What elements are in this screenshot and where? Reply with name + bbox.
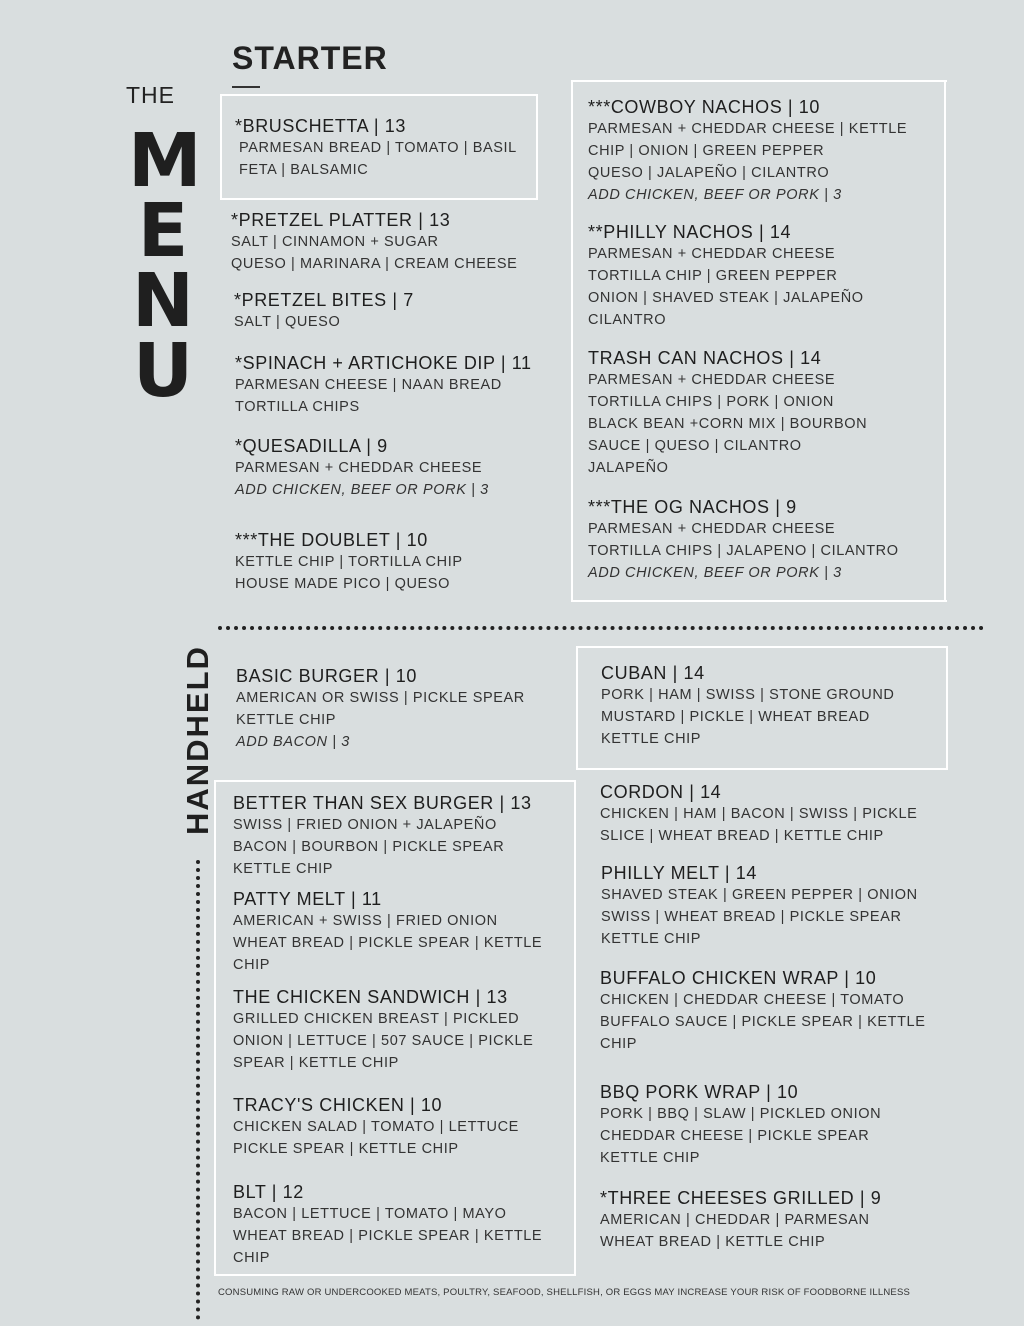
item-desc: WHEAT BREAD | PICKLE SPEAR | KETTLE bbox=[233, 935, 543, 951]
item-desc: CHIP bbox=[233, 957, 271, 973]
item-note: ADD CHICKEN, BEEF OR PORK | 3 bbox=[588, 187, 842, 203]
item-desc: SALT | QUESO bbox=[234, 314, 341, 330]
item-note: ADD CHICKEN, BEEF OR PORK | 3 bbox=[235, 482, 489, 498]
item-title: BETTER THAN SEX BURGER | 13 bbox=[233, 793, 532, 813]
item-desc: WHEAT BREAD | KETTLE CHIP bbox=[600, 1234, 826, 1250]
item-desc: AMERICAN | CHEDDAR | PARMESAN bbox=[600, 1212, 870, 1228]
item-desc: SLICE | WHEAT BREAD | KETTLE CHIP bbox=[600, 828, 884, 844]
menu-item bbox=[588, 221, 864, 331]
item-desc: GRILLED CHICKEN BREAST | PICKLED bbox=[233, 1011, 520, 1027]
item-desc: PARMESAN CHEESE | NAAN BREAD bbox=[235, 377, 502, 393]
item-desc: FETA | BALSAMIC bbox=[239, 162, 369, 178]
item-title: ***THE DOUBLET | 10 bbox=[235, 530, 428, 550]
item-desc: PARMESAN + CHEDDAR CHEESE bbox=[588, 246, 836, 262]
menu-letter-n: N bbox=[132, 258, 194, 344]
item-desc: ONION | LETTUCE | 507 SAUCE | PICKLE bbox=[233, 1033, 534, 1049]
menu-item bbox=[588, 347, 867, 479]
menu-item bbox=[235, 435, 489, 501]
item-desc: PARMESAN + CHEDDAR CHEESE bbox=[235, 460, 483, 476]
item-desc: CHICKEN | HAM | BACON | SWISS | PICKLE bbox=[600, 806, 918, 822]
item-note: ADD BACON | 3 bbox=[236, 734, 350, 750]
menu-item bbox=[600, 967, 925, 1055]
item-desc: WHEAT BREAD | PICKLE SPEAR | KETTLE bbox=[233, 1228, 543, 1244]
menu-item bbox=[235, 352, 532, 418]
item-title: BUFFALO CHICKEN WRAP | 10 bbox=[600, 968, 877, 988]
menu-item bbox=[588, 96, 907, 206]
item-title: PHILLY MELT | 14 bbox=[601, 863, 758, 883]
item-desc: CILANTRO bbox=[588, 312, 667, 328]
menu-item bbox=[236, 665, 525, 753]
item-desc: KETTLE CHIP bbox=[600, 1150, 701, 1166]
menu-title-the: THE bbox=[126, 82, 175, 108]
item-desc: KETTLE CHIP | TORTILLA CHIP bbox=[235, 554, 463, 570]
item-desc: BUFFALO SAUCE | PICKLE SPEAR | KETTLE bbox=[600, 1014, 926, 1030]
item-desc: CHIP | ONION | GREEN PEPPER bbox=[588, 143, 825, 159]
menu-item bbox=[601, 862, 918, 950]
menu-item bbox=[601, 662, 894, 750]
item-title: *QUESADILLA | 9 bbox=[235, 436, 388, 456]
menu-item bbox=[600, 1081, 881, 1169]
item-desc: MUSTARD | PICKLE | WHEAT BREAD bbox=[601, 709, 870, 725]
item-desc: PARMESAN + CHEDDAR CHEESE bbox=[588, 372, 836, 388]
nachos-frame-right bbox=[944, 80, 946, 602]
item-desc: TORTILLA CHIP | GREEN PEPPER bbox=[588, 268, 838, 284]
item-desc: SWISS | FRIED ONION + JALAPEÑO bbox=[233, 817, 497, 833]
item-title: *PRETZEL PLATTER | 13 bbox=[231, 210, 451, 230]
item-title: PATTY MELT | 11 bbox=[233, 889, 382, 909]
item-desc: KETTLE CHIP bbox=[601, 931, 702, 947]
item-title: *PRETZEL BITES | 7 bbox=[234, 290, 414, 310]
section-title-starter: STARTER bbox=[232, 40, 388, 76]
menu-item bbox=[588, 496, 899, 584]
handheld-divider bbox=[196, 860, 200, 1320]
menu-item bbox=[233, 1181, 542, 1269]
section-divider bbox=[218, 626, 984, 630]
item-desc: ONION | SHAVED STEAK | JALAPEÑO bbox=[588, 290, 864, 306]
menu-item bbox=[233, 986, 533, 1074]
item-title: **PHILLY NACHOS | 14 bbox=[588, 222, 792, 242]
item-desc: SWISS | WHEAT BREAD | PICKLE SPEAR bbox=[601, 909, 902, 925]
item-title: BASIC BURGER | 10 bbox=[236, 666, 417, 686]
menu-item bbox=[233, 888, 542, 976]
item-desc: QUESO | JALAPEÑO | CILANTRO bbox=[588, 165, 830, 181]
item-desc: KETTLE CHIP bbox=[236, 712, 337, 728]
item-title: *BRUSCHETTA | 13 bbox=[235, 116, 406, 136]
item-desc: CHICKEN | CHEDDAR CHEESE | TOMATO bbox=[600, 992, 905, 1008]
item-desc: AMERICAN OR SWISS | PICKLE SPEAR bbox=[236, 690, 525, 706]
item-desc: TORTILLA CHIPS | JALAPENO | CILANTRO bbox=[588, 543, 899, 559]
menu-item bbox=[233, 1094, 519, 1160]
menu-item bbox=[235, 115, 517, 181]
item-desc: PARMESAN + CHEDDAR CHEESE bbox=[588, 521, 836, 537]
item-title: BLT | 12 bbox=[233, 1182, 304, 1202]
item-desc: BLACK BEAN +CORN MIX | BOURBON bbox=[588, 416, 868, 432]
item-desc: PARMESAN BREAD | TOMATO | BASIL bbox=[239, 140, 517, 156]
menu-item bbox=[600, 781, 917, 847]
menu-item bbox=[235, 529, 463, 595]
item-desc: BACON | BOURBON | PICKLE SPEAR bbox=[233, 839, 505, 855]
item-desc: BACON | LETTUCE | TOMATO | MAYO bbox=[233, 1206, 507, 1222]
item-title: *SPINACH + ARTICHOKE DIP | 11 bbox=[235, 353, 532, 373]
item-title: ***COWBOY NACHOS | 10 bbox=[588, 97, 821, 117]
item-title: BBQ PORK WRAP | 10 bbox=[600, 1082, 799, 1102]
item-title: CORDON | 14 bbox=[600, 782, 722, 802]
item-title: TRACY'S CHICKEN | 10 bbox=[233, 1095, 443, 1115]
item-title: ***THE OG NACHOS | 9 bbox=[588, 497, 797, 517]
menu-letter-u: U bbox=[132, 328, 194, 414]
item-desc: CHIP bbox=[233, 1250, 271, 1266]
section-title-handheld: HANDHELD bbox=[180, 645, 215, 835]
item-desc: TORTILLA CHIPS bbox=[235, 399, 360, 415]
item-desc: PICKLE SPEAR | KETTLE CHIP bbox=[233, 1141, 459, 1157]
item-desc: SALT | CINNAMON + SUGAR bbox=[231, 234, 439, 250]
menu-letter-m: M bbox=[128, 118, 202, 204]
item-desc: KETTLE CHIP bbox=[601, 731, 702, 747]
item-desc: CHICKEN SALAD | TOMATO | LETTUCE bbox=[233, 1119, 519, 1135]
item-desc: CHEDDAR CHEESE | PICKLE SPEAR bbox=[600, 1128, 870, 1144]
item-desc: QUESO | MARINARA | CREAM CHEESE bbox=[231, 256, 518, 272]
item-desc: PORK | HAM | SWISS | STONE GROUND bbox=[601, 687, 895, 703]
item-desc: SPEAR | KETTLE CHIP bbox=[233, 1055, 399, 1071]
item-title: THE CHICKEN SANDWICH | 13 bbox=[233, 987, 508, 1007]
item-desc: JALAPEÑO bbox=[588, 460, 669, 476]
menu-letter-e: E bbox=[137, 188, 189, 274]
item-title: TRASH CAN NACHOS | 14 bbox=[588, 348, 822, 368]
starter-underline bbox=[232, 86, 260, 88]
item-note: ADD CHICKEN, BEEF OR PORK | 3 bbox=[588, 565, 842, 581]
menu-item bbox=[600, 1187, 881, 1253]
item-desc: PARMESAN + CHEDDAR CHEESE | KETTLE bbox=[588, 121, 908, 137]
menu-item bbox=[233, 792, 532, 880]
menu-item bbox=[231, 209, 517, 275]
foodborne-disclaimer: CONSUMING RAW OR UNDERCOOKED MEATS, POULTRY, SEAFOOD, SHELLFISH, OR EGGS MAY INCREASE YOUR RISK OF FOODBORNE ILLNESS bbox=[218, 1287, 911, 1298]
item-desc: AMERICAN + SWISS | FRIED ONION bbox=[233, 913, 498, 929]
item-desc: TORTILLA CHIPS | PORK | ONION bbox=[588, 394, 834, 410]
item-desc: SHAVED STEAK | GREEN PEPPER | ONION bbox=[601, 887, 918, 903]
menu-item bbox=[234, 289, 414, 333]
item-desc: KETTLE CHIP bbox=[233, 861, 334, 877]
item-desc: PORK | BBQ | SLAW | PICKLED ONION bbox=[600, 1106, 882, 1122]
item-title: *THREE CHEESES GRILLED | 9 bbox=[600, 1188, 882, 1208]
item-desc: CHIP bbox=[600, 1036, 638, 1052]
item-title: CUBAN | 14 bbox=[601, 663, 705, 683]
item-desc: SAUCE | QUESO | CILANTRO bbox=[588, 438, 802, 454]
item-desc: HOUSE MADE PICO | QUESO bbox=[235, 576, 450, 592]
